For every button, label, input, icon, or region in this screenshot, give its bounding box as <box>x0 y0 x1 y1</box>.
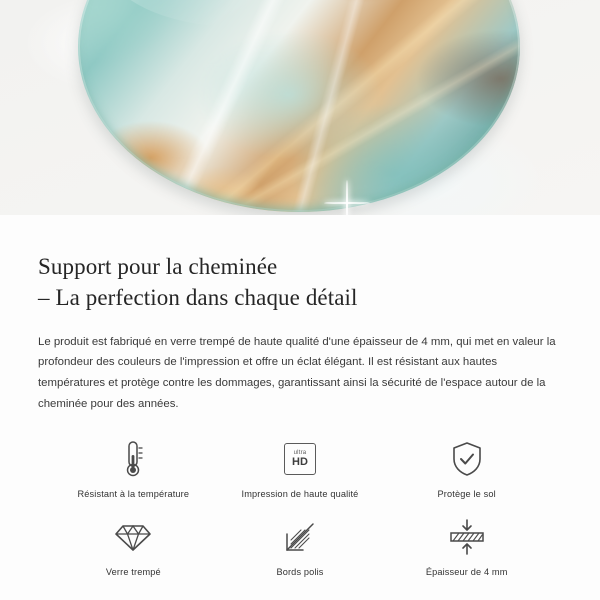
badge-top-text: ultra <box>293 449 307 456</box>
product-description-text: Le produit est fabriqué en verre trempé de haute qualité d'une épaisseur de 4 mm, qui met en valeur la profondeur des couleurs de l'impression et offre un éclat élégant. Il est résistant aux hautes températures et protège contre les dommages, garantissant ainsi la sécurité de l'espace autour de la cheminée pour des années. <box>38 335 556 410</box>
headline-line-1: Support pour la cheminée <box>38 254 278 279</box>
shield-check-icon <box>450 437 484 481</box>
glass-plate-product-image <box>78 0 520 212</box>
badge-bottom-text: HD <box>292 455 308 468</box>
feature-item-polished-edges <box>217 515 384 577</box>
feature-label: Impression de haute qualité <box>241 488 359 499</box>
feature-label: Épaisseur de 4 mm <box>425 566 508 577</box>
hero-image <box>0 0 600 215</box>
feature-grid <box>38 437 562 577</box>
diamond-icon <box>114 515 152 559</box>
feature-item-floor-protection <box>383 437 550 499</box>
feature-label: Protège le sol <box>437 488 496 499</box>
feature-item-print-quality <box>217 437 384 499</box>
feature-label: Résistant à la température <box>77 488 190 499</box>
feature-item-temperature <box>50 437 217 499</box>
thickness-arrows-icon <box>446 515 488 559</box>
thermometer-icon <box>120 437 146 481</box>
feature-label: Verre trempé <box>105 566 161 577</box>
feature-label: Bords polis <box>276 566 324 577</box>
ultra-hd-icon <box>284 437 316 481</box>
polished-edges-icon <box>283 515 317 559</box>
feature-item-thickness <box>383 515 550 577</box>
feature-item-tempered-glass <box>50 515 217 577</box>
page-title <box>38 251 562 314</box>
content-area <box>0 215 600 577</box>
headline-line-2: – La perfection dans chaque détail <box>38 285 358 311</box>
